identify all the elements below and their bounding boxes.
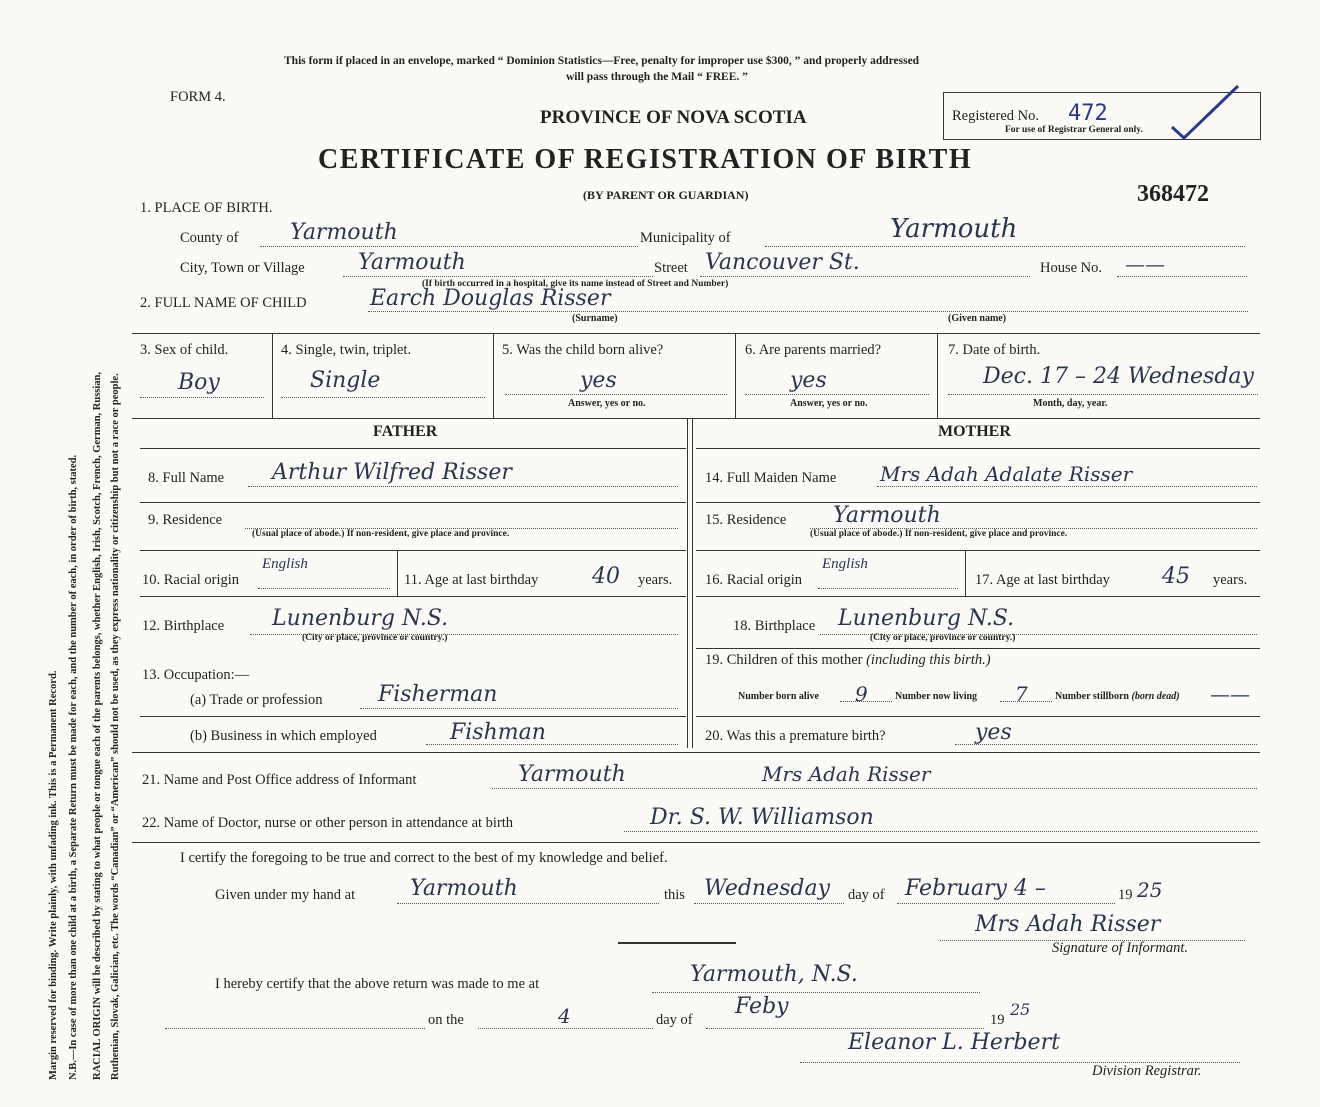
municipality-value: Yarmouth: [890, 214, 1018, 244]
mother-abode-note: (Usual place of abode.) If non-resident, give place and province.: [810, 529, 1068, 539]
mother-residence-rule: [696, 550, 1260, 551]
mother-birthplace-value: Lunenburg N.S.: [838, 606, 1015, 631]
mother-residence-label: 15. Residence: [705, 512, 787, 528]
dob-note: Month, day, year.: [1033, 398, 1108, 409]
day-of-line: [897, 903, 1115, 904]
children-label-italic: (including this birth.): [866, 652, 991, 668]
child-name-label: 2. FULL NAME OF CHILD: [140, 295, 307, 311]
year-value: 25: [1137, 878, 1163, 902]
province-heading: PROVINCE OF NOVA SCOTIA: [540, 107, 807, 128]
father-heading: FATHER: [373, 423, 438, 440]
plurality-label: 4. Single, twin, triplet.: [281, 342, 412, 358]
margin-note-multiple-births: N.B.—In case of more than one child at a birth, a Separate Return must be made for each, and the number of each, in order of birth, stated.: [68, 454, 79, 1080]
certificate-title: CERTIFICATE OF REGISTRATION OF BIRTH: [318, 144, 973, 175]
father-name-line: [248, 486, 678, 487]
on-the-label: on the: [428, 1012, 464, 1028]
registrar-place-line: [652, 992, 980, 993]
margin-note-racial-origin-2: Ruthenian, Slovak, Galician, etc. The words “Canadian” or “American” should not be used, as they express nationality or citizenship but not a race or people.: [110, 373, 121, 1080]
father-abode-note: (Usual place of abode.) If non-resident, give place and province.: [252, 529, 510, 539]
registrar-month-line: [706, 1028, 984, 1029]
certificate-subtitle: (BY PARENT OR GUARDIAN): [583, 188, 749, 202]
informant-label: 21. Name and Post Office address of Informant: [142, 772, 417, 788]
separator-rule: [618, 942, 736, 944]
trade-line: [360, 708, 678, 709]
county-value: Yarmouth: [290, 220, 398, 245]
mother-birthplace-note: (City or place, province or country.): [870, 633, 1016, 643]
certification-statement: I certify the foregoing to be true and correct to the best of my knowledge and belief.: [180, 850, 668, 866]
house-number-label: House No.: [1040, 260, 1103, 276]
given-at-line: [397, 903, 659, 904]
mother-heading: MOTHER: [938, 423, 1011, 440]
parents-bottom-rule: [132, 752, 1260, 753]
registrar-statement: I hereby certify that the above return was made to me at: [215, 976, 540, 992]
stillborn-count-label-text: Number stillborn: [1055, 691, 1129, 702]
occupation-label: 13. Occupation:—: [142, 667, 250, 683]
father-race-divider: [397, 550, 398, 596]
registrar-signature-label: Division Registrar.: [1092, 1063, 1202, 1079]
father-age-label: 11. Age at last birthday: [404, 572, 539, 588]
serial-number: 368472: [1137, 181, 1209, 207]
check-mark-icon: [1170, 82, 1242, 142]
registrar-day-value: 4: [558, 1004, 571, 1028]
father-name-value: Arthur Wilfred Risser: [272, 460, 512, 485]
mother-age-value: 45: [1162, 564, 1190, 589]
given-at-label: Given under my hand at: [215, 887, 356, 903]
sex-label: 3. Sex of child.: [140, 342, 229, 358]
city-line: [343, 276, 653, 277]
born-alive-label: 5. Was the child born alive?: [502, 342, 664, 358]
father-race-value: English: [262, 556, 308, 572]
municipality-line: [765, 246, 1245, 247]
registrar-general-note: For use of Registrar General only.: [1005, 125, 1143, 135]
born-alive-count-value: 9: [855, 682, 868, 706]
mother-heading-rule: [696, 448, 1260, 449]
plurality-value: Single: [310, 368, 381, 393]
mother-name-line: [877, 486, 1257, 487]
row-3-divider-3: [735, 333, 736, 418]
mother-age-label: 17. Age at last birthday: [975, 572, 1110, 588]
father-heading-rule: [140, 448, 686, 449]
mother-race-divider: [965, 550, 966, 596]
this-value: Wednesday: [704, 876, 831, 901]
mother-race-value: English: [822, 556, 868, 572]
parents-married-line: [745, 394, 929, 395]
stillborn-count-label: [1055, 691, 1180, 702]
mother-residence-value: Yarmouth: [833, 503, 941, 528]
this-line: [694, 903, 844, 904]
row-3-bottom-rule: [132, 418, 1260, 419]
this-label: this: [664, 887, 685, 903]
registered-number-label: Registered No.: [952, 108, 1039, 124]
father-race-line: [258, 588, 390, 589]
on-the-line: [478, 1028, 653, 1029]
form-number: FORM 4.: [170, 89, 226, 105]
dob-label: 7. Date of birth.: [948, 342, 1041, 358]
plurality-line: [281, 397, 485, 398]
trade-label: (a) Trade or profession: [190, 692, 323, 708]
children-label-text: 19. Children of this mother: [705, 652, 863, 668]
postal-notice-line-1: This form if placed in an envelope, marked “ Dominion Statistics—Free, penalty for improper use $300, ” and properly addressed: [284, 55, 920, 67]
stillborn-count-value: ——: [1210, 682, 1250, 706]
mother-name-label: 14. Full Maiden Name: [705, 470, 837, 486]
trade-value: Fisherman: [378, 682, 498, 707]
parents-center-divider: [687, 418, 693, 748]
city-label: City, Town or Village: [180, 260, 305, 276]
child-name-value: Earch Douglas Risser: [370, 286, 611, 311]
postal-notice-line-2: will pass through the Mail “ FREE. ”: [566, 71, 748, 83]
registrar-place-value: Yarmouth, N.S.: [690, 962, 858, 987]
mother-race-label: 16. Racial origin: [705, 572, 803, 588]
informant-line: [492, 788, 1257, 789]
margin-note-racial-origin-1: RACIAL ORIGIN will be described by stating to what people or tongue each of the parents belongs, whether English, Irish, Scotch, French, German, Russian,: [92, 371, 103, 1080]
father-birthplace-note: (City or place, province or country.): [302, 633, 448, 643]
county-label: County of: [180, 230, 239, 246]
hospital-note: (If birth occurred in a hospital, give its name instead of Street and Number): [422, 279, 729, 289]
informant-signature-label: Signature of Informant.: [1052, 940, 1189, 956]
given-at-value: Yarmouth: [410, 876, 518, 901]
registrar-year-value: 25: [1010, 1000, 1031, 1019]
father-age-value: 40: [592, 564, 620, 589]
informant-signature-value: Mrs Adah Risser: [975, 912, 1161, 937]
mother-birthplace-rule: [696, 648, 1260, 649]
county-line: [260, 246, 638, 247]
registrar-month-value: Feby: [735, 994, 789, 1019]
informant-name-value: Mrs Adah Risser: [762, 762, 931, 786]
mother-name-value: Mrs Adah Adalate Risser: [880, 462, 1133, 486]
day-of-label: day of: [848, 887, 885, 903]
living-count-label: Number now living: [895, 691, 978, 702]
city-value: Yarmouth: [358, 250, 466, 275]
place-of-birth-label: 1. PLACE OF BIRTH.: [140, 200, 273, 216]
children-label: [705, 652, 991, 669]
row-3-divider-2: [493, 333, 494, 418]
father-residence-label: 9. Residence: [148, 512, 223, 528]
sex-line: [140, 397, 264, 398]
business-label: (b) Business in which employed: [190, 728, 377, 744]
living-count-value: 7: [1015, 682, 1028, 706]
parents-married-answer-note: Answer, yes or no.: [790, 398, 868, 409]
children-rule: [696, 716, 1260, 717]
doctor-value: Dr. S. W. Williamson: [650, 805, 874, 830]
street-label: Street: [654, 260, 688, 276]
trade-rule: [140, 716, 686, 717]
mother-years-label: years.: [1213, 572, 1248, 588]
doctor-label: 22. Name of Doctor, nurse or other person in attendance at birth: [142, 815, 514, 831]
stillborn-count-label-italic: (born dead): [1131, 691, 1180, 702]
registered-number-value: 472: [1068, 101, 1108, 126]
registrar-day-of-label: day of: [656, 1012, 693, 1028]
row-3-divider-1: [272, 333, 273, 418]
row-3-divider-4: [937, 333, 938, 418]
street-line: [700, 276, 1030, 277]
row-3-top-rule: [132, 333, 1260, 334]
given-name-note: (Given name): [948, 313, 1007, 324]
municipality-label: Municipality of: [640, 230, 731, 246]
registrar-year-prefix: 19: [990, 1012, 1005, 1028]
mother-race-line: [818, 588, 958, 589]
born-alive-value: yes: [580, 368, 617, 393]
born-alive-answer-note: Answer, yes or no.: [568, 398, 646, 409]
house-number-value: ——: [1125, 252, 1165, 276]
born-alive-line: [505, 394, 727, 395]
margin-note-binding: Margin reserved for binding. Write plainly, with unfading ink. This is a Permanent Record.: [48, 670, 59, 1080]
sex-value: Boy: [178, 370, 220, 395]
father-race-rule: [140, 596, 686, 597]
child-name-line: [368, 311, 1248, 312]
father-birthplace-label: 12. Birthplace: [142, 618, 225, 634]
registrar-signature-value: Eleanor L. Herbert: [848, 1030, 1060, 1055]
day-of-value: February 4 –: [905, 876, 1046, 901]
father-name-rule: [140, 502, 686, 503]
mother-birthplace-label: 18. Birthplace: [733, 618, 816, 634]
born-alive-count-label: Number born alive: [738, 691, 819, 702]
parents-married-label: 6. Are parents married?: [745, 342, 882, 358]
mother-race-rule: [696, 596, 1260, 597]
surname-note: (Surname): [572, 313, 618, 324]
business-value: Fishman: [450, 720, 546, 745]
dob-line: [948, 394, 1258, 395]
dob-value: Dec. 17 – 24 Wednesday: [983, 364, 1254, 389]
parents-married-value: yes: [790, 368, 827, 393]
premature-value: yes: [975, 720, 1012, 745]
doctor-line: [624, 831, 1257, 832]
father-birthplace-value: Lunenburg N.S.: [272, 606, 449, 631]
father-name-label: 8. Full Name: [148, 470, 225, 486]
premature-label: 20. Was this a premature birth?: [705, 728, 886, 744]
street-value: Vancouver St.: [705, 250, 860, 275]
certification-top-rule: [132, 842, 1260, 843]
year-prefix: 19: [1118, 887, 1133, 903]
father-residence-rule: [140, 550, 686, 551]
informant-address-value: Yarmouth: [518, 762, 626, 787]
mother-name-rule: [696, 502, 1260, 503]
father-race-label: 10. Racial origin: [142, 572, 240, 588]
house-number-line: [1117, 276, 1247, 277]
registrar-lead-line: [165, 1028, 425, 1029]
father-years-label: years.: [638, 572, 673, 588]
